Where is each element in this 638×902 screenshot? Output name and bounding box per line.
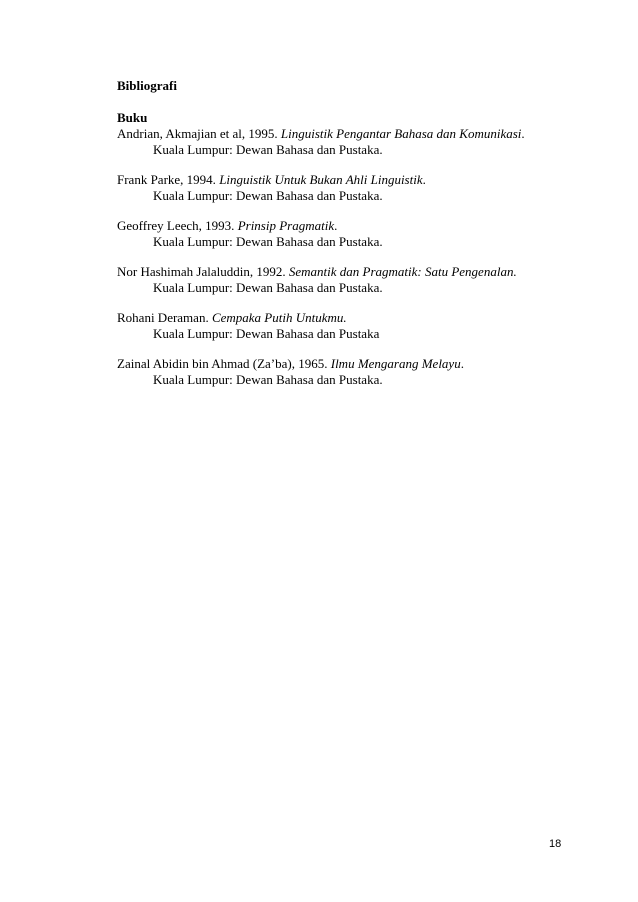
- entry-title-suffix: .: [422, 172, 426, 187]
- entry-citation-line: [117, 264, 587, 280]
- entry-publisher: Kuala Lumpur: Dewan Bahasa dan Pustaka.: [153, 280, 383, 295]
- entry-citation-line: [117, 126, 587, 142]
- bibliography-entry: [117, 172, 587, 204]
- bibliography-heading: Bibliografi: [117, 78, 177, 93]
- entry-author-year: Andrian, Akmajian et al, 1995.: [117, 126, 281, 141]
- entry-title: Semantik dan Pragmatik: Satu Pengenalan.: [288, 264, 517, 279]
- bibliography-content: [117, 78, 587, 402]
- bibliography-entry: [117, 126, 587, 158]
- section-title-books: Buku: [117, 110, 148, 125]
- page-number: 18: [549, 838, 562, 850]
- entry-author-year: Frank Parke, 1994.: [117, 172, 220, 187]
- entry-author-year: Rohani Deraman.: [117, 310, 212, 325]
- bibliography-entry: [117, 310, 587, 342]
- entry-publisher: Kuala Lumpur: Dewan Bahasa dan Pustaka: [153, 326, 380, 341]
- bibliography-entry: [117, 356, 587, 388]
- entry-title: Prinsip Pragmatik: [237, 218, 335, 233]
- entry-citation-line: [117, 356, 587, 372]
- entry-publisher: Kuala Lumpur: Dewan Bahasa dan Pustaka.: [153, 142, 383, 157]
- entry-author-year: Zainal Abidin bin Ahmad (Za’ba), 1965.: [117, 356, 331, 371]
- entry-citation-line: [117, 310, 587, 326]
- entry-author-year: Nor Hashimah Jalaluddin, 1992.: [117, 264, 289, 279]
- bibliography-entry: [117, 218, 587, 250]
- entry-title: Cempaka Putih Untukmu.: [211, 310, 347, 325]
- entry-publisher: Kuala Lumpur: Dewan Bahasa dan Pustaka.: [153, 372, 383, 387]
- entry-citation-line: [117, 218, 587, 234]
- entry-author-year: Geoffrey Leech, 1993.: [117, 218, 238, 233]
- entry-title-suffix: .: [334, 218, 338, 233]
- entry-citation-line: [117, 172, 587, 188]
- bibliography-entry: [117, 264, 587, 296]
- entry-publisher: Kuala Lumpur: Dewan Bahasa dan Pustaka.: [153, 188, 383, 203]
- entry-title: Linguistik Untuk Bukan Ahli Linguistik: [219, 172, 423, 187]
- entry-title: Ilmu Mengarang Melayu: [330, 356, 461, 371]
- entry-title: Linguistik Pengantar Bahasa dan Komunikasi: [280, 126, 522, 141]
- entry-title-suffix: .: [521, 126, 525, 141]
- entry-title-suffix: .: [460, 356, 464, 371]
- entry-publisher: Kuala Lumpur: Dewan Bahasa dan Pustaka.: [153, 234, 383, 249]
